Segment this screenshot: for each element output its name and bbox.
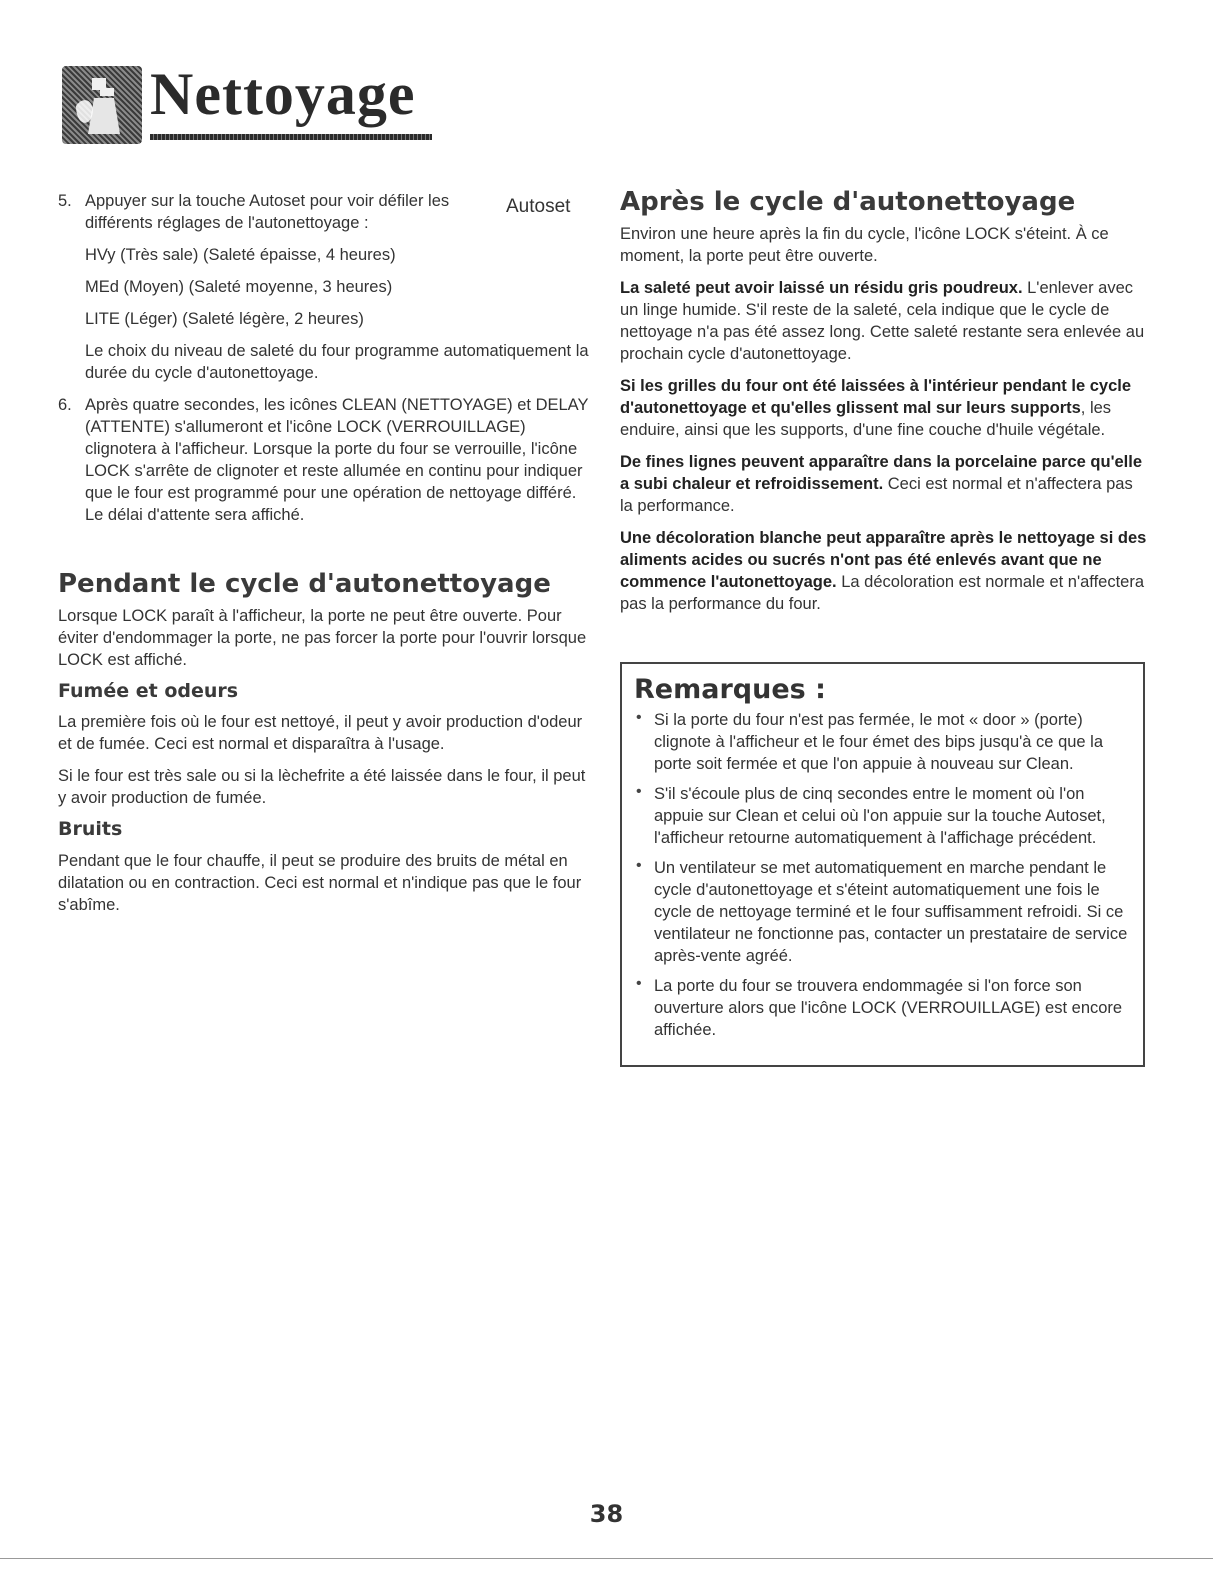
option-heavy: HVy (Très sale) (Saleté épaisse, 4 heures)	[85, 246, 396, 264]
section-heading-noise: Bruits	[58, 818, 123, 841]
racks-text: , les enduire, ainsi que les supports, d'une fine couche d'huile végétale.	[620, 398, 1112, 439]
remark-item	[634, 975, 1131, 1041]
bullet-icon: •	[636, 975, 642, 992]
noise-text: Pendant que le four chauffe, il peut se produire des bruits de métal en dilatation ou en contraction. Ceci est normal et n'indique pas que le four s'abîme.	[58, 852, 582, 915]
option-lite: LITE (Léger) (Saleté légère, 2 heures)	[85, 310, 364, 328]
remark-item	[634, 709, 1131, 775]
discolor-text: La décoloration est normale et n'affectera pas la performance du four.	[620, 572, 1145, 613]
step-number: 6.	[58, 396, 72, 414]
bullet-icon: •	[636, 709, 642, 726]
bullet-icon: •	[636, 857, 642, 874]
after-text: Environ une heure après la fin du cycle, l'icône LOCK s'éteint. À ce moment, la porte peut être ouverte.	[620, 224, 1109, 265]
remark-item	[634, 857, 1131, 967]
residue-bold: La saleté peut avoir laissé un résidu gris poudreux.	[620, 278, 1023, 297]
page-header	[62, 52, 416, 147]
smoke-text-2: Si le four est très sale ou si la lèchefrite a été laissée dans le four, il peut y avoir production de fumée.	[58, 767, 586, 808]
lines-bold: De fines lignes peuvent apparaître dans la porcelaine parce qu'elle a subi chaleur et refroidissement.	[620, 452, 1143, 493]
remarks-box	[620, 662, 1145, 1067]
bullet-icon: •	[636, 783, 642, 800]
step-note: Le choix du niveau de saleté du four programme automatiquement la durée du cycle d'autonettoyage.	[85, 342, 589, 382]
remark-text: Si la porte du four n'est pas fermée, le mot « door » (porte) clignote à l'afficheur et le four émet des bips jusqu'à ce que la porte soit fermée et que l'on appuie à nouveau sur Clean.	[654, 711, 1104, 773]
page-number: 38	[589, 1500, 624, 1528]
discolor-bold: Une décoloration blanche peut apparaître après le nettoyage si des aliments acides ou sucrés n'ont pas été enlevés avant que ne commence l'autonettoyage.	[620, 528, 1147, 591]
section-heading-during: Pendant le cycle d'autonettoyage	[58, 569, 551, 599]
remark-text: S'il s'écoule plus de cinq secondes entre le moment où l'on appuie sur Clean et celui où l'on appuie sur la touche Autoset, l'afficheur retourne automatiquement à l'affichage précédent.	[654, 785, 1106, 847]
section-heading-after: Après le cycle d'autonettoyage	[620, 187, 1076, 217]
section-heading-smoke: Fumée et odeurs	[58, 679, 239, 702]
step-number: 5.	[58, 192, 72, 210]
title-underline	[150, 134, 432, 140]
bottom-rule	[0, 1558, 1213, 1559]
left-column	[58, 190, 593, 926]
step-text: Appuyer sur la touche Autoset pour voir défiler les différents réglages de l'autonettoyage :	[85, 192, 450, 232]
racks-paragraph	[620, 375, 1150, 441]
cleaning-spray-icon	[62, 66, 142, 144]
lines-text: Ceci est normal et n'affectera pas la performance.	[620, 474, 1133, 515]
right-column	[620, 188, 1150, 625]
residue-text: L'enlever avec un linge humide. S'il reste de la saleté, cela indique que le cycle de nettoyage n'a pas été assez long. Cette saleté restante sera enlevée au prochain cycle d'autonettoyage.	[620, 278, 1145, 363]
autoset-key-label: Autoset	[506, 196, 571, 217]
smoke-text-1: La première fois où le four est nettoyé, il peut y avoir production d'odeur et de fumée. Ceci est normal et disparaîtra à l'usage.	[58, 713, 583, 754]
step-text: Après quatre secondes, les icônes CLEAN (NETTOYAGE) et DELAY (ATTENTE) s'allumeront et l'icône LOCK (VERROUILLAGE) clignotera à l'afficheur. Lorsque la porte du four se verrouille, l'icône LOCK s'arrête de clignoter et reste allumée en continu pour indiquer que le four est programmé pour une opération de nettoyage différé. Le délai d'attente sera affiché.	[85, 396, 589, 524]
remark-text: Un ventilateur se met automatiquement en marche pendant le cycle d'autonettoyage et s'éteint automatiquement une fois le cycle de nettoyage terminé et le four suffisamment refroidi. Si ce ventilateur ne fonctionne pas, contacter un prestataire de service après-vente agréé.	[654, 859, 1128, 965]
remark-text: La porte du four se trouvera endommagée si l'on force son ouverture alors que l'icône LOCK (VERROUILLAGE) est encore affichée.	[654, 977, 1123, 1039]
step-6	[58, 394, 593, 526]
remarks-title: Remarques :	[634, 674, 826, 705]
step-5	[58, 190, 593, 384]
racks-bold: Si les grilles du four ont été laissées à l'intérieur pendant le cycle d'autonettoyage et qu'elles glissent mal sur leurs supports	[620, 376, 1132, 417]
option-medium: MEd (Moyen) (Saleté moyenne, 3 heures)	[85, 278, 393, 296]
discolor-paragraph	[620, 527, 1150, 615]
residue-paragraph	[620, 277, 1150, 365]
during-text: Lorsque LOCK paraît à l'afficheur, la porte ne peut être ouverte. Pour éviter d'endommager la porte, ne pas forcer la porte pour l'ouvrir lorsque LOCK est affiché.	[58, 606, 587, 669]
lines-paragraph	[620, 451, 1150, 517]
page-title: Nettoyage	[150, 61, 416, 127]
remark-item	[634, 783, 1131, 849]
